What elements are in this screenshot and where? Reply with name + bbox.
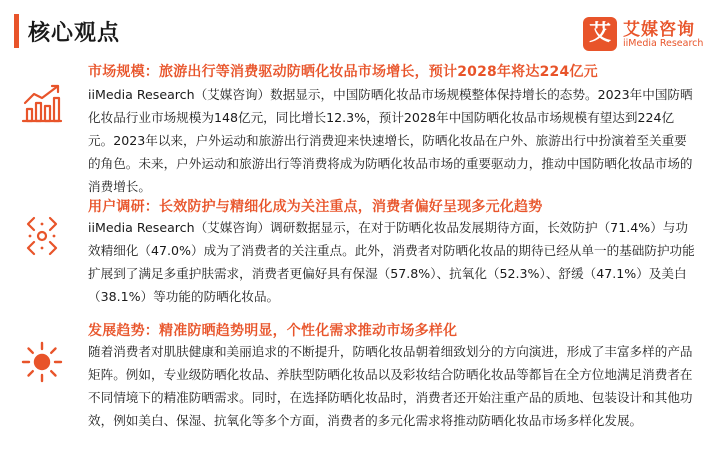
brand-logo bbox=[583, 14, 704, 56]
section-development-trend bbox=[20, 320, 700, 460]
section-heading: 发展趋势：精准防晒趋势明显，个性化需求推动市场多样化 bbox=[88, 323, 458, 339]
section-user-research bbox=[20, 196, 700, 316]
section-body: 随着消费者对肌肤健康和美丽追求的不断提升，防晒化妆品朝着细致划分的方向演进，形成了丰富多样的产品矩阵。例如，专业级防晒化妆品、养肤型防晒化妆品以及彩妆结合防晒化妆品等都旨在全方位地满足消费者在不同情境下的精准防晒需求。同时，在选择防晒化妆品时，消费者还开始注重产品的质地、包装设计和其他功效，例如美白、保湿、抗氧化等多个方面，消费者的多元化需求将推动防晒化妆品市场多样化发展。 bbox=[88, 344, 693, 428]
section-body: iiMedia Research（艾媒咨询）调研数据显示，在对于防晒化妆品发展期待方面，长效防护（71.4%）与功效精细化（47.0%）成为了消费者的关注重点。此外，消费者对防晒化妆品的期待已经从单一的基础防护功能扩展到了满足多重护肤需求，消费者更偏好具有保湿（57.8%）、抗氧化（52.3%）、舒缓（47.1%）及美白（38.1%）等功能的防晒化妆品。 bbox=[88, 220, 695, 304]
target-focus-icon bbox=[20, 214, 64, 258]
section-body: iiMedia Research（艾媒咨询）数据显示，中国防晒化妆品市场规模整体保持增长的态势。2023年中国防晒化妆品行业市场规模为148亿元，同比增长12.3%，预计2028年中国防晒化妆品市场规模有望达到224亿元。2023年以来，户外运动和旅游出行消费迎来快速增长，防晒化妆品在户外、旅游出行中扮演着至关重要的角色。未来，户外运动和旅游出行等消费将成为防晒化妆品市场的重要驱动力，推动中国防晒化妆品市场的消费增长。 bbox=[88, 87, 693, 194]
logo-name-cn: 艾媒咨询 bbox=[623, 20, 695, 40]
section-heading: 市场规模：旅游出行等消费驱动防晒化妆品市场增长，预计2028年将达224亿元 bbox=[88, 64, 598, 80]
bar-chart-growth-icon bbox=[20, 81, 64, 125]
section-market-size bbox=[20, 61, 700, 196]
page-title: 核心观点 bbox=[28, 21, 121, 46]
sun-icon bbox=[20, 340, 64, 384]
section-heading: 用户调研：长效防护与精细化成为关注重点，消费者偏好呈现多元化趋势 bbox=[88, 199, 543, 215]
logo-name-en: iiMedia Research bbox=[623, 38, 704, 49]
title-accent-bar bbox=[14, 14, 19, 48]
logo-mark: 艾 bbox=[583, 17, 617, 51]
